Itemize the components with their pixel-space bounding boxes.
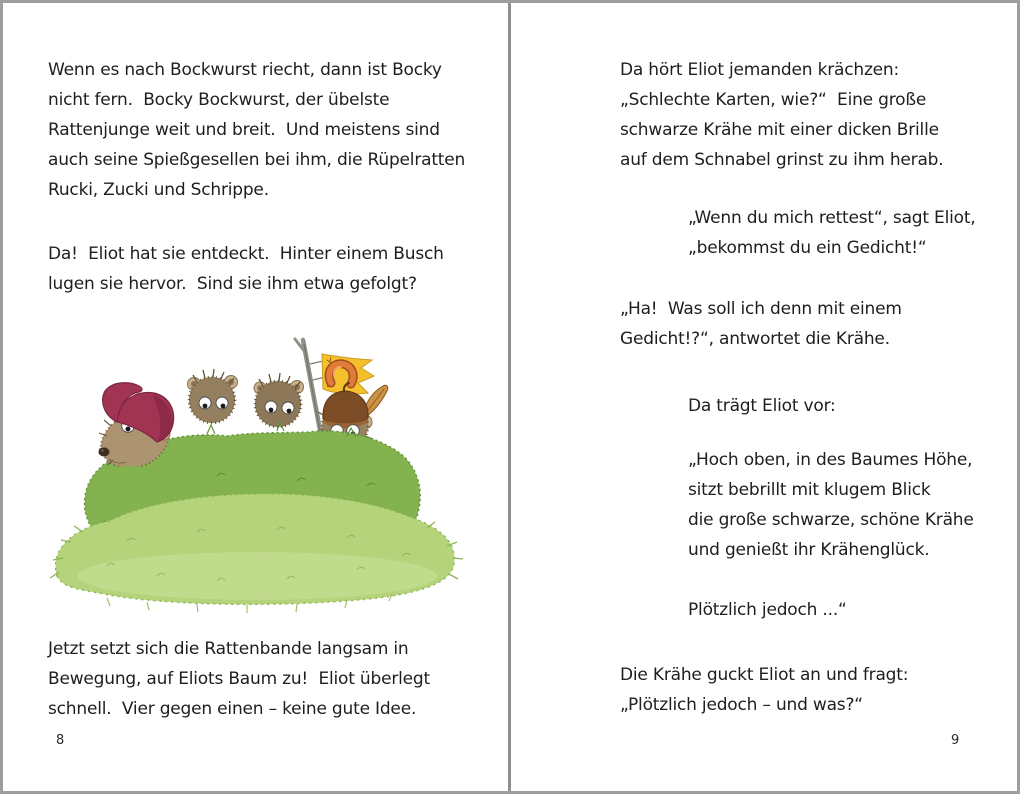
page-number-right: 9 [951,733,960,748]
text-line: Rattenjunge weit und breit. Und meistens sind [48,120,440,140]
page-right [511,3,1017,791]
text-line: „Schlechte Karten, wie?“ Eine große [620,90,927,110]
text-line: „Plötzlich jedoch – und was?“ [620,695,863,715]
text-line: Bewegung, auf Eliots Baum zu! Eliot überlegt [48,669,430,689]
text-line: „Hoch oben, in des Baumes Höhe, [688,450,973,470]
text-line: Gedicht!?“, antwortet die Krähe. [620,329,890,349]
bockwurst-flag-icon [322,354,374,394]
paragraph-indented [688,391,836,421]
paragraph [48,239,444,299]
rats-bush-illustration [47,336,463,613]
rat-head-3 [254,373,304,427]
poem-stanza [688,445,974,565]
text-line: und genießt ihr Krähenglück. [688,540,930,560]
paragraph [620,55,943,175]
text-line: auf dem Schnabel grinst zu ihm herab. [620,150,944,170]
text-line: Da hört Eliot jemanden krächzen: [620,60,900,80]
rat-head-2 [188,369,238,423]
paragraph-indented [688,595,847,625]
paragraph [48,634,430,724]
text-line: nicht fern. Bocky Bockwurst, der übelste [48,90,390,110]
page-number-left: 8 [56,733,65,748]
text-line: „bekommst du ein Gedicht!“ [688,238,927,258]
paragraph-indented [688,203,976,263]
text-line: Die Krähe guckt Eliot an und fragt: [620,665,909,685]
text-line: Wenn es nach Bockwurst riecht, dann ist Bocky [48,60,442,80]
text-line: Rucki, Zucki und Schrippe. [48,180,269,200]
text-line: auch seine Spießgesellen bei ihm, die Rüpelratten [48,150,466,170]
text-line: schwarze Krähe mit einer dicken Brille [620,120,939,140]
text-line: „Ha! Was soll ich denn mit einem [620,299,902,319]
text-line: sitzt bebrillt mit klugem Blick [688,480,931,500]
text-line: lugen sie hervor. Sind sie ihm etwa gefolgt? [48,274,417,294]
text-line: Da trägt Eliot vor: [688,396,836,416]
paragraph [48,55,465,205]
paragraph [620,660,908,720]
text-line: Plötzlich jedoch ...“ [688,600,847,620]
page-left [3,3,508,791]
text-line: „Wenn du mich rettest“, sagt Eliot, [688,208,976,228]
paragraph [620,294,902,354]
text-line: Jetzt setzt sich die Rattenbande langsam in [48,639,409,659]
text-line: schnell. Vier gegen einen – keine gute Idee. [48,699,417,719]
text-line: Da! Eliot hat sie entdeckt. Hinter einem Busch [48,244,444,264]
text-line: die große schwarze, schöne Krähe [688,510,974,530]
